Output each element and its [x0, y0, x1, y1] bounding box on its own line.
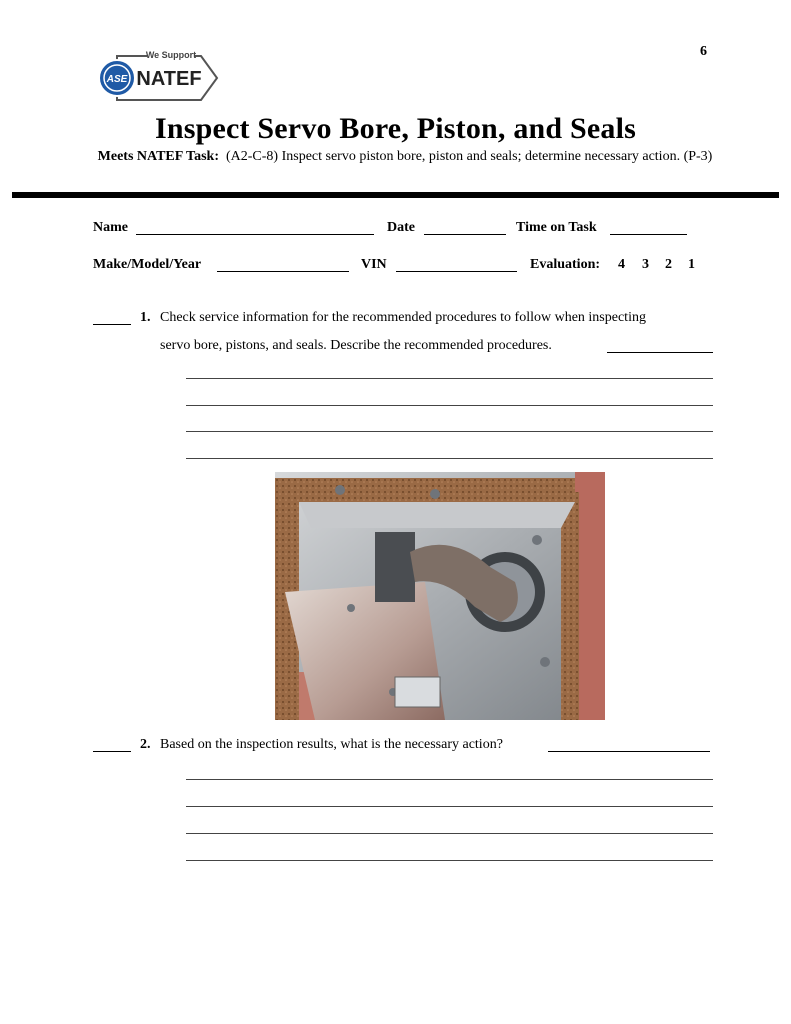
logo-main-text: NATEF — [136, 68, 202, 90]
q2-check-blank[interactable] — [93, 751, 131, 752]
page-title: Inspect Servo Bore, Piston, and Seals — [154, 112, 637, 145]
servo-bracket — [375, 532, 415, 602]
q1-answer-inline[interactable] — [607, 352, 713, 353]
natef-logo-graphic — [97, 44, 219, 110]
bolt-icon — [430, 489, 440, 499]
header-divider — [12, 192, 779, 198]
q1-answer-line[interactable] — [186, 405, 713, 406]
vin-field[interactable] — [396, 271, 517, 272]
evaluation-score-4[interactable]: 4 — [618, 257, 625, 272]
time-on-task-field[interactable] — [610, 234, 687, 235]
time-on-task-label: Time on Task — [516, 220, 597, 235]
q2-answer-line[interactable] — [186, 860, 713, 861]
q1-text-line1: Check service information for the recommended procedures to follow when inspecting — [160, 310, 646, 325]
q2-answer-line[interactable] — [186, 806, 713, 807]
vin-label: VIN — [361, 257, 387, 272]
q1-number: 1. — [140, 310, 151, 325]
q1-answer-line[interactable] — [186, 378, 713, 379]
make-model-year-label: Make/Model/Year — [93, 257, 202, 272]
background-pallet — [575, 472, 605, 720]
task-label: Meets NATEF Task: — [97, 149, 219, 164]
ase-badge-text: ASE — [106, 74, 128, 85]
servo-photo — [275, 472, 605, 720]
name-field[interactable] — [136, 234, 374, 235]
gasket-right — [561, 492, 579, 720]
q1-answer-line[interactable] — [186, 431, 713, 432]
bolt-icon — [532, 535, 542, 545]
date-label: Date — [387, 220, 415, 235]
electrical-connector — [395, 677, 440, 707]
case-ledge — [299, 502, 575, 528]
q1-text-line2: servo bore, pistons, and seals. Describe the recommended procedures. — [160, 338, 552, 353]
q2-answer-inline[interactable] — [548, 751, 710, 752]
logo-top-text: We Support — [145, 50, 197, 60]
bolt-icon — [347, 604, 355, 612]
bolt-icon — [540, 657, 550, 667]
natef-task — [95, 148, 715, 165]
bolt-icon — [335, 485, 345, 495]
q2-answer-line[interactable] — [186, 779, 713, 780]
q2-answer-line[interactable] — [186, 833, 713, 834]
evaluation-score-2[interactable]: 2 — [665, 257, 672, 272]
make-model-year-field[interactable] — [217, 271, 349, 272]
natef-logo — [97, 44, 219, 110]
servo-photo-graphic — [275, 472, 605, 720]
name-label: Name — [93, 220, 128, 235]
task-description: (A2-C-8) Inspect servo piston bore, piston and seals; determine necessary action. (P-3) — [225, 149, 713, 164]
q1-answer-line[interactable] — [186, 458, 713, 459]
page-number: 6 — [700, 44, 707, 59]
evaluation-score-1[interactable]: 1 — [688, 257, 695, 272]
evaluation-score-3[interactable]: 3 — [642, 257, 649, 272]
q2-number: 2. — [140, 737, 151, 752]
q1-check-blank[interactable] — [93, 324, 131, 325]
evaluation-label: Evaluation: — [530, 257, 601, 272]
date-field[interactable] — [424, 234, 506, 235]
q2-text-line1: Based on the inspection results, what is the necessary action? — [160, 737, 503, 752]
